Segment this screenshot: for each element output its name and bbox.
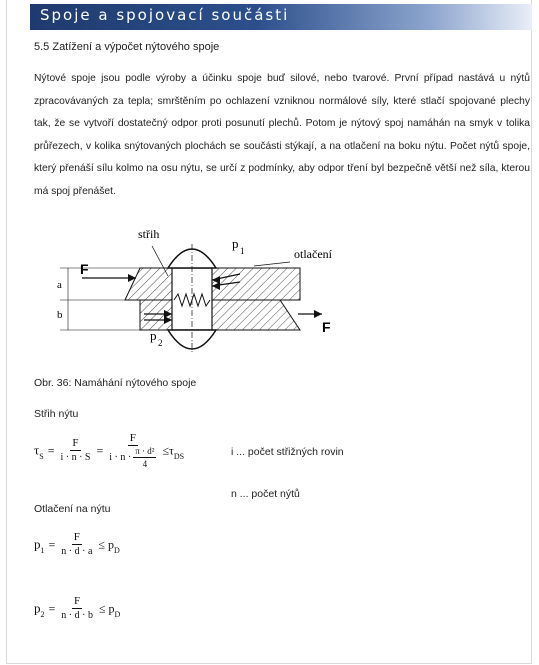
shear-fraction-2: F i · n · $\frac{\text{π · d²}}{4}$ xyxy=(109,432,155,469)
label-p2: p xyxy=(150,328,157,343)
rivet-joint-diagram xyxy=(40,218,360,360)
figure-caption: Obr. 36: Namáhání nýtového spoje xyxy=(34,377,197,389)
label-strih: střih xyxy=(138,227,160,241)
section-heading: 5.5 Zatížení a výpočet nýtového spoje xyxy=(34,41,220,53)
note-shear-planes: i ... počet střižných rovin xyxy=(231,446,344,458)
label-force-right: F xyxy=(322,319,331,335)
label-p1-sub: 1 xyxy=(240,246,245,256)
shear-fraction-1: $\frac{F}{i \cdot n \cdot S}$ xyxy=(60,437,91,463)
shear-heading: Střih nýtu xyxy=(34,408,79,420)
chapter-banner xyxy=(30,4,532,30)
note-rivet-count: n ... počet nýtů xyxy=(231,488,300,500)
label-b: b xyxy=(57,309,63,321)
lower-plate-right xyxy=(212,300,300,330)
label-otlaceni: otlačení xyxy=(294,247,332,261)
label-p2-sub: 2 xyxy=(158,338,163,348)
rivet-joint-figure xyxy=(40,218,360,360)
bearing-heading: Otlačení na nýtu xyxy=(34,503,111,515)
label-p1: p xyxy=(232,236,239,251)
bearing-formula-p1: $p_1$ = $\frac{F}{n \cdot d \cdot a}$ ≤ $p_D$ xyxy=(34,531,120,557)
label-a: a xyxy=(57,279,62,291)
upper-plate-left xyxy=(125,268,172,300)
body-paragraph: Nýtové spoje jsou podle výroby a účinku spoje buď silové, nebo tvarové. První případ nastává u nýtů zpracovávaných za tepla; smrštěním po ochlazení vzniknou normálové síly, které stlačí spojované plechy tak, že se vytvoří dostatečný odpor proti posunutí plechů. Potom je nýtový spoj namáhán na smyk v tolika průřezech, v kolika snýtovaných plochách se součásti stýkají, a na otlačení na boku nýtu. Počet nýtů spoje, který přenáší sílu kolmo na osu nýtu, se určí z podmínky, aby odpor tření byl bezpečně větší než síla, kterou má spoj přenášet. xyxy=(34,73,530,197)
chapter-title: Spoje a spojovací součásti xyxy=(40,6,290,24)
label-force-left: F xyxy=(80,261,89,277)
shear-formula: $\tau_S$ = $\frac{F}{i \cdot n \cdot S}$ = F i · n · $\frac{\text{π · d²}}{4}$ $\le\tau_{DS}$ xyxy=(34,432,185,469)
bearing-formula-p2: $p_2$ = $\frac{F}{n \cdot d \cdot b}$ ≤ $p_D$ xyxy=(34,595,121,621)
